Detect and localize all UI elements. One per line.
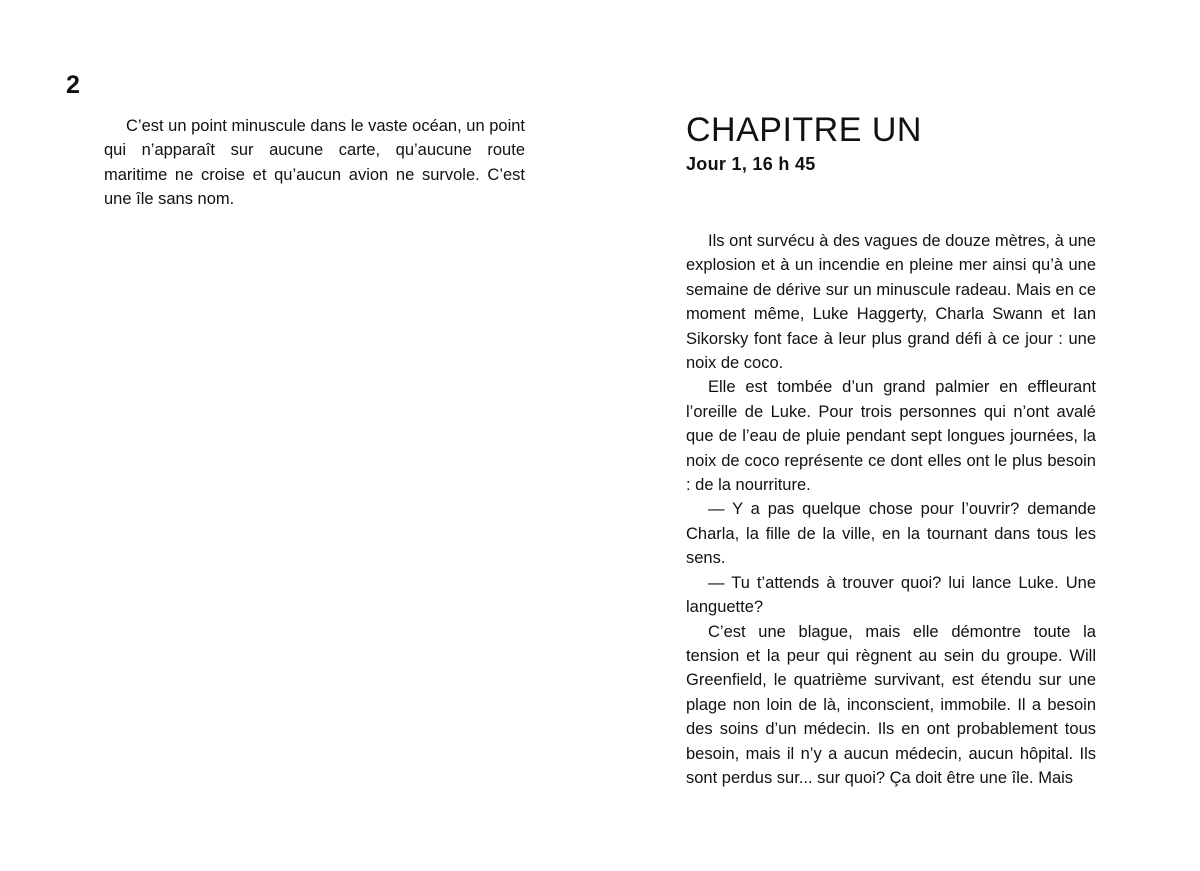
left-page [104, 114, 525, 212]
paragraph: C’est un point minuscule dans le vaste océan, un point qui n’apparaît sur aucune carte, qu’aucune route maritime ne croise et qu’aucun avion ne survole. C’est une île sans nom. [104, 117, 525, 209]
left-page-body [104, 114, 525, 212]
right-page-body [686, 229, 1096, 790]
page-number: 2 [66, 71, 80, 99]
right-page [686, 108, 1096, 790]
paragraph: Elle est tombée d’un grand palmier en effleurant l’oreille de Luke. Pour trois personnes qui n’ont avalé que de l’eau de pluie pendant sept longues journées, la noix de coco représente ce dont elles ont le plus besoin : de la nourriture. [686, 378, 1096, 495]
dialogue-paragraph: — Y a pas quelque chose pour l’ouvrir? demande Charla, la fille de la ville, en la tournant dans tous les sens. [686, 500, 1096, 568]
paragraph: Ils ont survécu à des vagues de douze mètres, à une explosion et à un incendie en pleine mer ainsi qu’à une semaine de dérive sur un minuscule radeau. Mais en ce moment même, Luke Haggerty, Charla Swann et Ian Sikorsky font face à leur plus grand défi à ce jour : une noix de coco. [686, 232, 1096, 373]
chapter-subtitle: Jour 1, 16 h 45 [686, 154, 816, 174]
chapter-title: CHAPITRE UN [686, 111, 922, 149]
paragraph: C’est une blague, mais elle démontre toute la tension et la peur qui règnent au sein du groupe. Will Greenfield, le quatrième survivant, est étendu sur une plage non loin de là, inconscient, immobile. Il a besoin des soins d’un médecin. Ils en ont probablement tous besoin, mais il n’y a aucun médecin, aucun hôpital. Ils sont perdus sur... sur quoi? Ça doit être une île. Mais [686, 622, 1096, 787]
dialogue-paragraph: — Tu t’attends à trouver quoi? lui lance Luke. Une languette? [686, 573, 1096, 617]
